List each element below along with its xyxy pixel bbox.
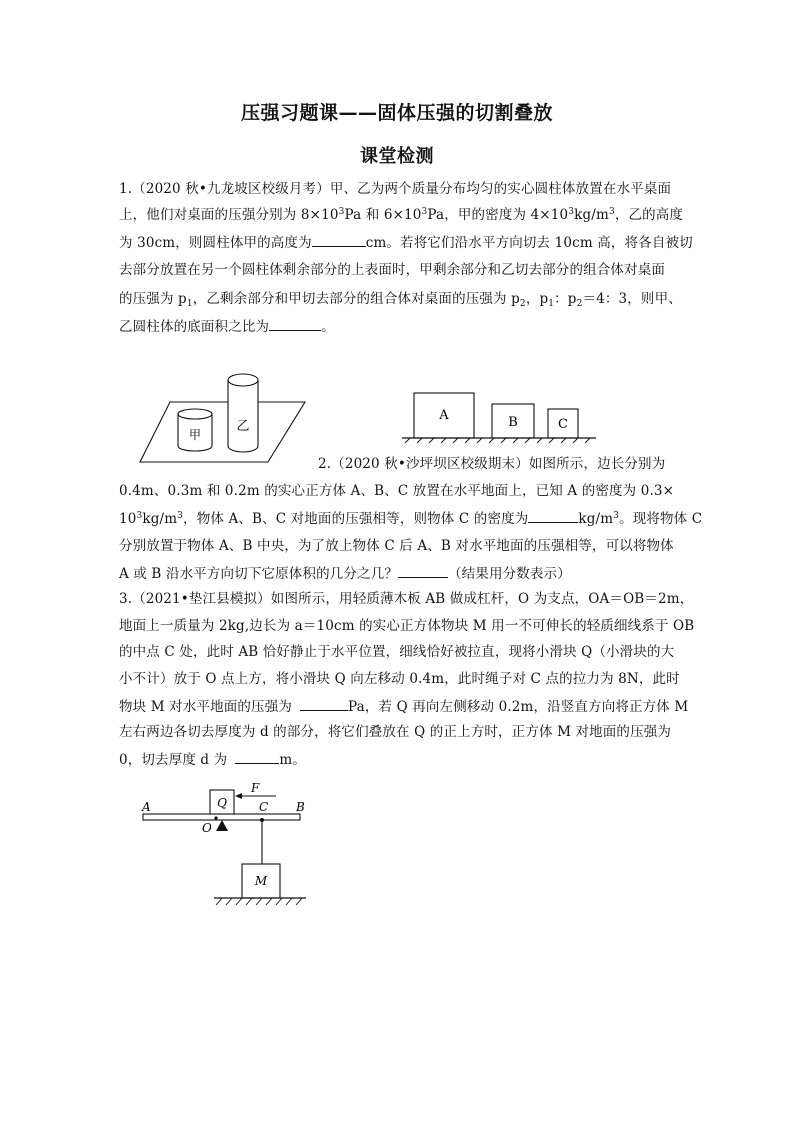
force-arrowhead (235, 793, 242, 799)
q1-line-5 (119, 290, 682, 309)
cylinder-jia-label: 甲 (188, 428, 202, 442)
q1-text: cm。若将它们沿水平方向切去 10cm 高，将各自被切 (365, 235, 693, 251)
section-heading: 课堂检测 (360, 146, 434, 167)
q2-text: 。现将物体 C (619, 511, 703, 527)
q2-text: 10 (119, 511, 137, 527)
slider-q-label: Q (217, 796, 227, 810)
q3-line-7 (119, 750, 679, 769)
cube-a-label: A (439, 408, 449, 423)
q1-text: Pa 和 6×10 (344, 207, 422, 223)
cylinders-figure (140, 368, 315, 468)
q1-line-3 (119, 233, 693, 252)
q1-exponent: 3 (338, 207, 345, 217)
cylinder-yi (228, 380, 258, 452)
cylinder-yi-label: 乙 (236, 419, 250, 434)
q1-text: 的压强为 p (119, 291, 187, 307)
q2-text: kg/m (142, 511, 178, 527)
q2-exponent: 3 (613, 511, 620, 521)
q3-line-2: 地面上一质量为 2kg,边长为 a＝10cm 的实心正方体物块 M 用一不可伸长的轻质细线系于 OB (119, 618, 695, 634)
q2-text: kg/m (578, 511, 614, 527)
q1-text: 。 (321, 319, 335, 335)
q1-text: 乙圆柱体的底面积之比为 (119, 319, 270, 335)
q2-line-5 (119, 564, 679, 583)
q3-line-5 (119, 697, 689, 716)
force-f-label: F (251, 781, 260, 795)
q2-line-3 (119, 509, 703, 528)
q1-exponent: 3 (608, 207, 615, 217)
ground-hatching (216, 898, 302, 905)
q1-text: kg/m (574, 207, 609, 223)
cube-b-label: B (508, 415, 518, 430)
q1-text: ，乙剩余部分和甲切去部分的组合体对桌面的压强为 p (192, 291, 520, 307)
q1-line-6 (119, 317, 679, 336)
worksheet-title: 压强习题课——固体压强的切割叠放 (240, 102, 553, 124)
q2-line-1: 2.（2020 秋•沙坪坝区校级期末）如图所示，边长分别为 (318, 456, 666, 472)
q1-line-2 (119, 206, 684, 224)
q1-text: ，乙的高度 (614, 207, 684, 223)
q1-subscript: 1 (186, 299, 193, 309)
q2-text: （结果用分数表示） (448, 566, 571, 582)
q1-text: ：p (554, 291, 577, 307)
answer-blank[interactable] (398, 564, 448, 578)
q3-text: 物块 M 对水平地面的压强为 (119, 699, 293, 715)
q3-line-6: 左右两边各切去厚度为 d 的部分，将它们叠放在 Q 的正上方时，正方体 M 对地面的压强为 (119, 724, 672, 740)
cylinder-jia-top (178, 409, 212, 419)
lever-board (143, 814, 300, 820)
cube-c-label: C (558, 417, 568, 432)
answer-blank[interactable] (528, 509, 578, 523)
q2-text: ，物体 A、B、C 对地面的压强相等，则物体 C 的密度为 (183, 511, 529, 527)
point-c-label: C (259, 800, 269, 814)
q3-line-3: 的中点 C 处，此时 AB 恰好静止于水平位置，细线恰好被拉直，现将小滑块 Q（小滑块的大 (119, 644, 675, 660)
q2-line-2: 0.4m、0.3m 和 0.2m 的实心正方体 A、B、C 放置在水平地面上，已知 A 的密度为 0.3× (119, 483, 675, 499)
q3-line-4: 小不计）放于 O 点上方，将小滑块 Q 向左移动 0.4m，此时绳子对 C 点的拉力为 8N，此时 (119, 671, 680, 687)
q3-text: m。 (279, 752, 306, 768)
q2-text: A 或 B 沿水平方向切下它原体积的几分之几？ (119, 566, 398, 582)
q2-line-4: 分别放置于物体 A、B 中央，为了放上物体 C 后 A、B 对水平地面的压强相等，可以将物体 (119, 538, 674, 554)
answer-blank[interactable] (269, 317, 321, 331)
answer-blank[interactable] (312, 233, 366, 247)
q1-text: 为 30cm，则圆柱体甲的高度为 (119, 235, 312, 251)
q1-exponent: 3 (568, 207, 575, 217)
cylinder-yi-top (228, 374, 258, 386)
q1-text: ，p (525, 291, 549, 307)
q1-text: ＝4：3，则甲、 (582, 291, 682, 307)
q3-text: Pa，若 Q 再向左侧移动 0.2m，沿竖直方向将正方体 M (348, 699, 689, 715)
q1-text: 上，他们对桌面的压强分别为 8×10 (119, 207, 339, 223)
q1-subscript: 1 (548, 299, 555, 309)
block-m-label: M (254, 874, 268, 888)
lever-end-a-label: A (142, 800, 151, 814)
lever-figure (138, 780, 313, 915)
q3-text: 0，切去厚度 d 为 (119, 752, 228, 768)
ground-hatching (405, 438, 590, 443)
answer-blank[interactable] (235, 750, 279, 764)
q1-exponent: 3 (421, 207, 428, 217)
q1-subscript: 2 (576, 299, 583, 309)
fulcrum-dot (214, 816, 217, 819)
q3-line-1: 3.（2021•垫江县模拟）如图所示，用轻质薄木板 AB 做成杠杆，O 为支点，OA＝OB＝2m， (119, 591, 694, 607)
fulcrum-o (216, 820, 228, 831)
q1-line-4: 去部分放置在另一个圆柱体剩余部分的上表面时，甲剩余部分和乙切去部分的组合体对桌面 (119, 262, 665, 278)
q1-text: Pa，甲的密度为 4×10 (427, 207, 569, 223)
q2-exponent: 3 (136, 511, 143, 521)
q2-exponent: 3 (177, 511, 184, 521)
fulcrum-o-label: O (202, 821, 212, 835)
cubes-figure (400, 388, 600, 444)
answer-blank[interactable] (300, 697, 348, 711)
q1-subscript: 2 (519, 299, 526, 309)
table-surface (140, 402, 305, 462)
q1-line-1: 1.（2020 秋•九龙坡区校级月考）甲、乙为两个质量分布均匀的实心圆柱体放置在水平桌面 (119, 181, 672, 197)
lever-end-b-label: B (296, 800, 305, 814)
